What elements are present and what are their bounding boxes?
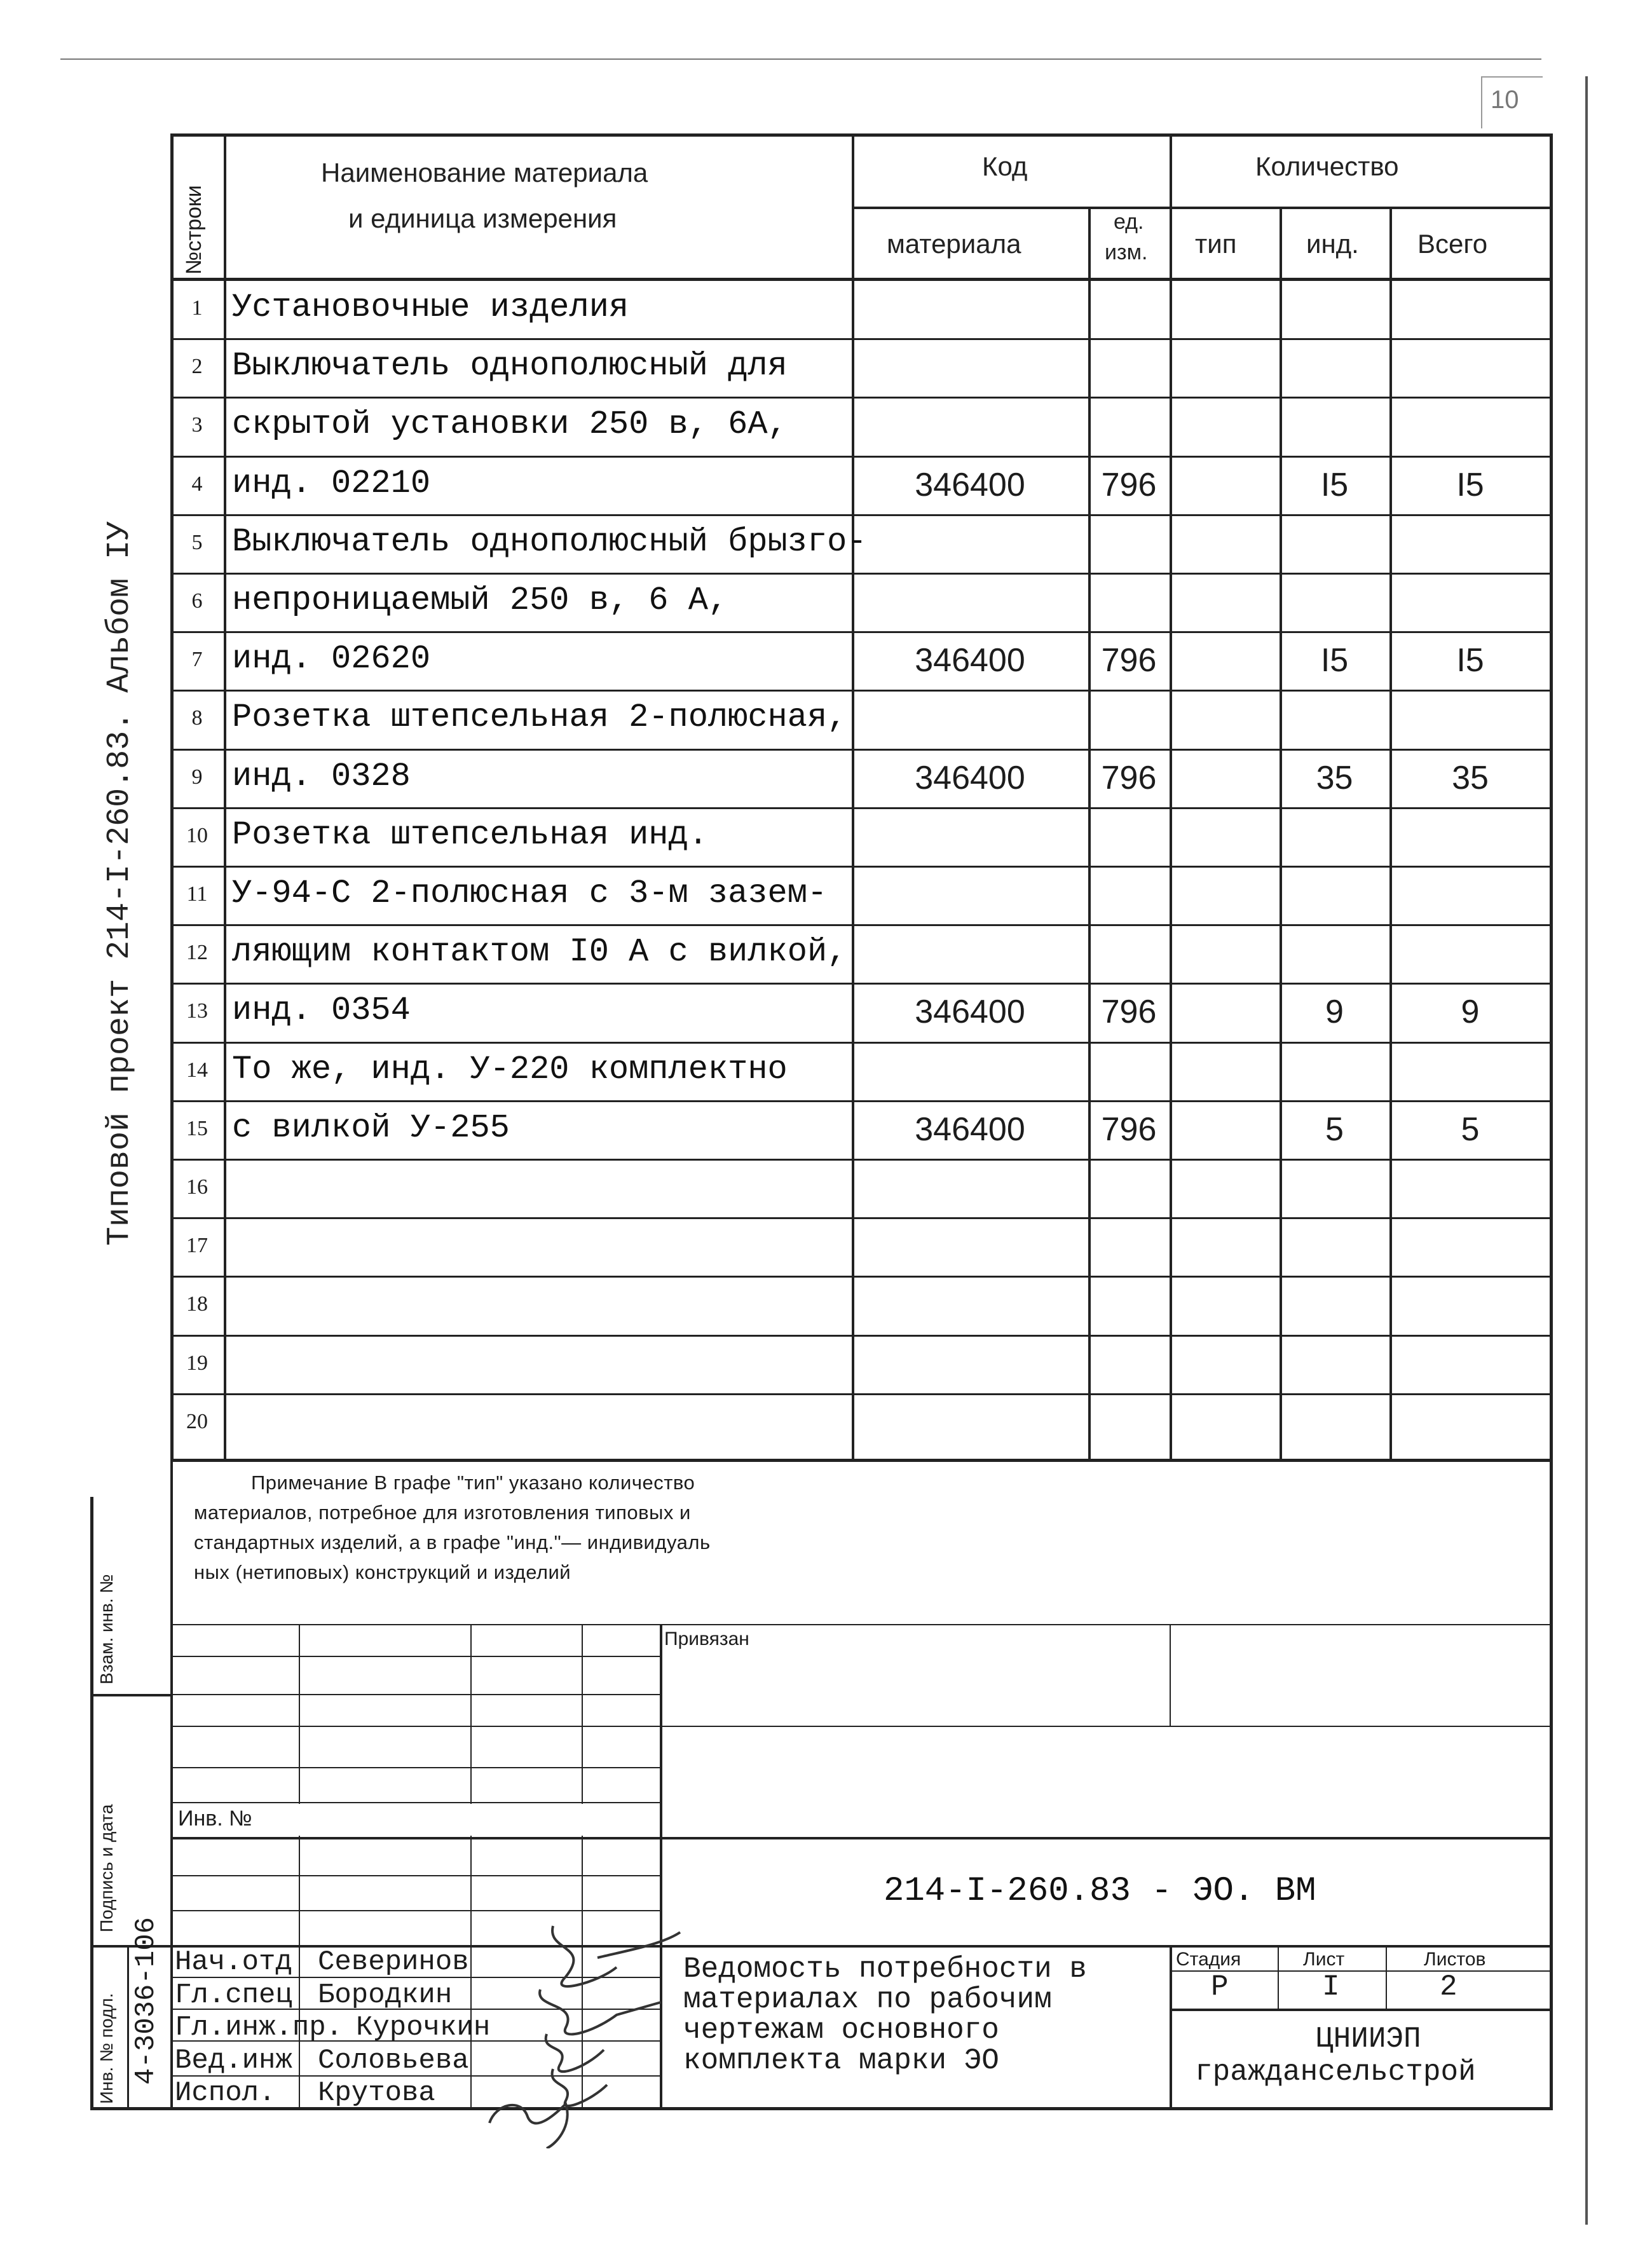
row-ind: 9: [1325, 993, 1344, 1031]
row-number: 19: [186, 1351, 208, 1375]
signatures: [470, 1907, 686, 2148]
stamp-v-5: [1170, 1624, 1171, 1726]
table-row: [170, 1217, 1553, 1276]
stamp-left-col-line: [170, 1462, 173, 2110]
stamp-podpis-data: Подпись и дата: [97, 1804, 116, 1932]
row-number: 10: [186, 823, 208, 847]
staff-role: Вед.инж: [175, 2044, 292, 2077]
row-number: 7: [191, 648, 203, 672]
row-unit: 796: [1101, 642, 1157, 679]
table-row: [170, 1276, 1553, 1334]
row-ind: 5: [1325, 1110, 1344, 1148]
row-ind: 35: [1316, 759, 1353, 796]
row-separator: [170, 1276, 1553, 1278]
row-name: Розетка штепсельная инд.: [232, 815, 708, 854]
row-total: 5: [1461, 1110, 1480, 1148]
row-name: инд. 0354: [232, 992, 411, 1030]
top-rule: [60, 58, 1541, 60]
row-unit: 796: [1101, 993, 1157, 1031]
staff-name: Бородкин: [318, 1979, 453, 2011]
stage-col-1: [1278, 1945, 1279, 2009]
stamp-h-3: [170, 1694, 660, 1695]
row-number: 14: [186, 1058, 208, 1082]
stamp-h-1: [170, 1624, 1551, 1625]
header-code-unit-2: изм.: [1105, 240, 1148, 264]
stamp-privyazan: Привязан: [664, 1628, 749, 1649]
row-name: У-94-С 2-полюсная с 3-м зазем-: [232, 875, 828, 912]
staff-role: Нач.отд: [175, 1946, 292, 1978]
row-number: 6: [191, 589, 203, 613]
staff-name: Крутова: [318, 2077, 435, 2109]
row-separator: [170, 1042, 1553, 1044]
row-unit: 796: [1101, 466, 1157, 503]
stage-block-left: [1170, 1945, 1172, 2110]
row-name: То же, инд. У-220 комплектно: [232, 1050, 788, 1088]
row-number: 3: [191, 413, 203, 437]
right-edge-rule: [1585, 76, 1588, 2225]
row-total: I5: [1456, 642, 1484, 679]
left-margin-title: Типовой проект 214-I-260.83. Альбом IУ: [102, 521, 138, 1246]
header-code: Код: [982, 151, 1028, 181]
stamp-right-line: [1550, 1462, 1553, 2110]
row-separator: [170, 1100, 1553, 1102]
row-number: 17: [186, 1234, 208, 1258]
staff-name: Северинов: [318, 1946, 469, 1978]
header-code-unit-1: ед.: [1114, 210, 1144, 234]
row-unit: 796: [1101, 1110, 1157, 1148]
row-number: 2: [191, 355, 203, 379]
row-separator: [170, 1335, 1553, 1337]
stage-row-2: [1170, 2009, 1551, 2011]
row-separator: [170, 631, 1553, 633]
row-code: 346400: [915, 1110, 1025, 1148]
row-separator: [170, 1217, 1553, 1219]
row-separator: [170, 807, 1553, 809]
row-number: 1: [191, 296, 203, 320]
row-name: инд. 02620: [232, 640, 431, 678]
row-number: 12: [186, 941, 208, 965]
doc-title-line-3: чертежам основного: [683, 2014, 999, 2047]
staff-name: Курочкин: [356, 2012, 491, 2044]
row-name: инд. 0328: [232, 757, 411, 795]
row-number: 8: [191, 706, 203, 730]
stage-col-2: [1386, 1945, 1387, 2009]
stamp-h-4: [170, 1726, 1551, 1727]
sheets-value: 2: [1440, 1970, 1457, 2003]
header-qty-total: Всего: [1417, 229, 1488, 259]
row-name: непроницаемый 250 в, 6 А,: [232, 582, 728, 619]
row-separator: [170, 983, 1553, 985]
row-ind: I5: [1320, 466, 1349, 503]
row-code: 346400: [915, 993, 1025, 1031]
stamp-left-sep-1: [90, 1694, 173, 1696]
stamp-h-6: [170, 1802, 660, 1803]
header-mid-line: [852, 207, 1551, 209]
note-line-2: материалов, потребное для изготовления типовых и: [194, 1501, 691, 1524]
row-separator: [170, 1393, 1553, 1395]
row-number: 11: [186, 882, 208, 906]
row-separator: [170, 338, 1553, 340]
header-name-line2: и единица измерения: [348, 203, 617, 233]
row-name: скрытой установки 250 в, 6А,: [232, 406, 788, 444]
row-number: 18: [186, 1292, 208, 1316]
row-code: 346400: [915, 466, 1025, 503]
note-line-1: Примечание В графе "тип" указано количество: [251, 1471, 695, 1494]
row-name: Выключатель однополюсный брызго-: [232, 522, 867, 561]
sheets-label: Листов: [1424, 1949, 1486, 1970]
row-name: Выключатель однополюсный для: [232, 347, 788, 385]
stamp-vzam-inv: Взам. инв. №: [97, 1574, 116, 1684]
stamp-left-col-line2: [127, 1945, 129, 2110]
row-number: 13: [186, 999, 208, 1023]
sheet-label: Лист: [1303, 1949, 1345, 1970]
row-separator: [170, 749, 1553, 751]
note-line-4: ных (нетиповых) конструкций и изделий: [194, 1561, 571, 1583]
row-code: 346400: [915, 642, 1025, 679]
stage-value: Р: [1211, 1970, 1229, 2003]
row-name: ляющим контактом I0 А с вилкой,: [232, 933, 847, 971]
row-separator: [170, 690, 1553, 692]
row-name: инд. 02210: [232, 464, 431, 502]
header-row-no: №строки: [182, 185, 206, 275]
row-separator: [170, 1159, 1553, 1161]
row-separator: [170, 456, 1553, 458]
row-separator: [170, 924, 1553, 926]
row-separator: [170, 397, 1553, 399]
table-row: [170, 1393, 1553, 1452]
row-separator: [170, 514, 1553, 516]
row-unit: 796: [1101, 759, 1157, 796]
staff-role: Испол.: [175, 2077, 276, 2109]
stage-label: Стадия: [1176, 1949, 1241, 1970]
doc-title-line-2: материалах по рабочим: [683, 1983, 1052, 2016]
row-code: 346400: [915, 759, 1025, 796]
header-code-material: материала: [887, 229, 1021, 259]
row-name: с вилкой У-255: [232, 1109, 510, 1147]
row-total: I5: [1456, 466, 1484, 503]
row-total: 9: [1461, 993, 1480, 1031]
stamp-h-2: [170, 1656, 660, 1657]
doc-title-line-4: комплекта марки ЭО: [683, 2044, 999, 2077]
doc-title-line-1: Ведомость потребности в: [683, 1953, 1087, 1986]
row-name: Розетка штепсельная 2-полюсная,: [232, 699, 847, 737]
staff-role: Гл.инж.пр.: [175, 2012, 343, 2044]
table-row: [170, 1335, 1553, 1393]
stamp-doc-code: 214-I-260.83 - ЭО. ВМ: [884, 1872, 1316, 1911]
row-number: 15: [186, 1116, 208, 1140]
stamp-h-8: [170, 1875, 660, 1876]
header-quantity: Количество: [1255, 151, 1399, 181]
row-number: 20: [186, 1409, 208, 1433]
row-number: 5: [191, 530, 203, 554]
row-name: Установочные изделия: [232, 289, 629, 326]
header-name-line1: Наименование материала: [321, 158, 648, 188]
stamp-inv-no: Инв. №: [178, 1806, 252, 1831]
org-line-2: граждансельстрой: [1195, 2056, 1476, 2089]
staff-name: Соловьева: [318, 2044, 469, 2077]
stamp-h-5: [170, 1767, 660, 1768]
row-number: 16: [186, 1175, 208, 1199]
row-separator: [170, 573, 1553, 575]
row-ind: I5: [1320, 642, 1349, 679]
stamp-inv-podl-value: 4-3036-106: [130, 1916, 162, 2085]
sheet-mark: 10: [1491, 86, 1519, 114]
note-line-3: стандартных изделий, а в графе "инд."— индивидуаль: [194, 1531, 711, 1553]
org-line-1: ЦНИИЭП: [1316, 2023, 1421, 2056]
stamp-inv-podl: Инв. № подл.: [97, 1993, 116, 2104]
table-row: [170, 1159, 1553, 1217]
row-number: 4: [191, 472, 203, 496]
row-separator: [170, 866, 1553, 868]
row-total: 35: [1452, 759, 1489, 796]
stamp-h-7: [170, 1837, 1551, 1839]
header-qty-ind: инд.: [1306, 229, 1359, 259]
staff-role: Гл.спец: [175, 1979, 292, 2011]
row-number: 9: [191, 765, 203, 789]
sheet-value: I: [1322, 1970, 1340, 2003]
header-qty-type: тип: [1195, 229, 1237, 259]
